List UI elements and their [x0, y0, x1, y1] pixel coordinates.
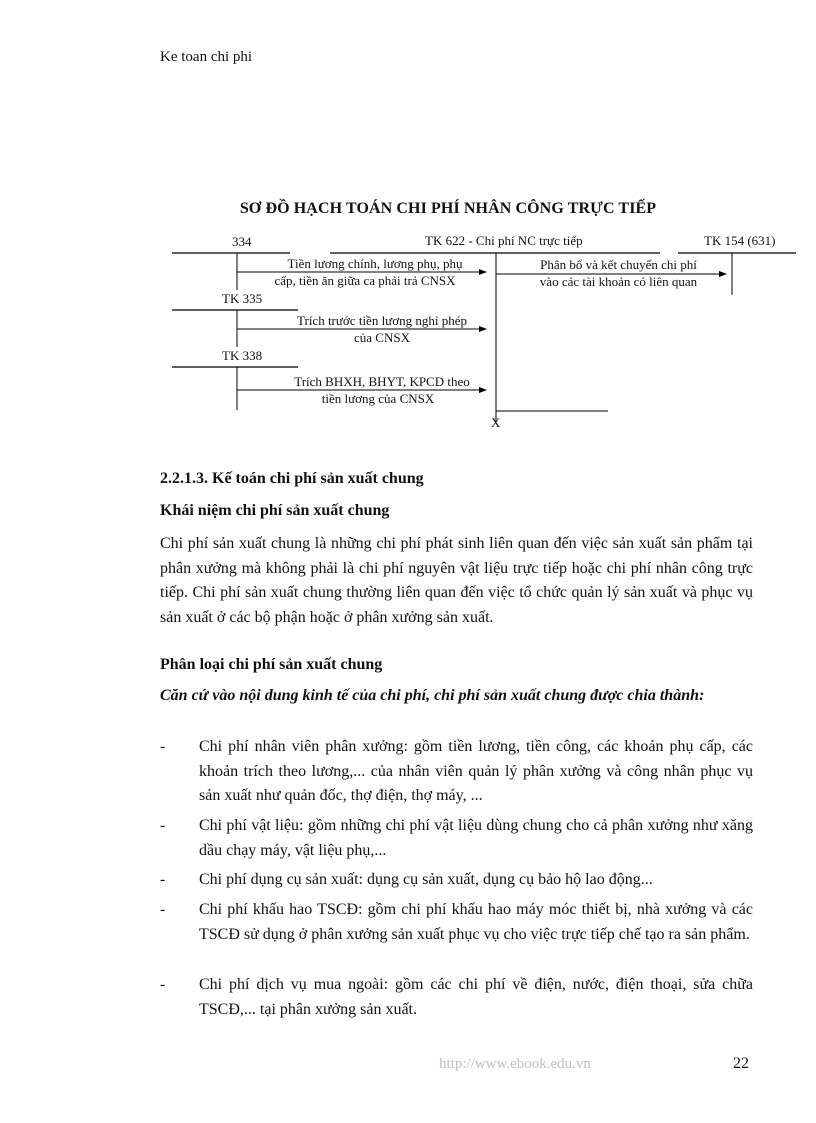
concept-paragraph: Chi phí sản xuất chung là những chi phí phát sinh liên quan đến việc sản xuất sản phẩm tại phân xưởng mà không phải là chi phí nguyên vật liệu trực tiếp hoặc chi phí nhân công trực tiếp. Chi phí sản xuất chung thường liên quan đến việc tổ chức quản lý sản xuất và phục vụ sản xuất ở các bộ phận hoặc ở phân xưởng sản xuất. — [160, 535, 753, 626]
bullet-dash-4: - — [160, 901, 166, 918]
x-mark: X — [491, 415, 501, 430]
tk622-label: TK 622 - Chi phí NC trực tiếp — [425, 233, 583, 248]
insurance-label-line2: tiền lương của CNSX — [321, 391, 435, 406]
page-number: 22 — [733, 1055, 749, 1072]
bullet-dash-3: - — [160, 871, 166, 888]
accrual-label-line2: của CNSX — [354, 330, 410, 345]
salary-label-line2: cấp, tiền ăn giữa ca phải trả CNSX — [274, 273, 456, 288]
running-header: Ke toan chi phi — [160, 49, 253, 65]
tk154-label: TK 154 (631) — [704, 233, 776, 248]
bullet-item-4: Chi phí khấu hao TSCĐ: gồm chi phí khấu hao máy móc thiết bị, nhà xưởng và các TSCĐ sử dụng ở phân xưởng sản xuất phục vụ cho việc trực tiếp chế tạo ra sản phẩm. — [199, 901, 753, 943]
bullet-dash-2: - — [160, 817, 166, 834]
concept-heading: Khái niệm chi phí sản xuất chung — [160, 502, 390, 519]
classification-heading: Phân loại chi phí sản xuất chung — [160, 656, 383, 673]
insurance-label-line1: Trích BHXH, BHYT, KPCD theo — [294, 374, 470, 389]
bullet-item-1: Chi phí nhân viên phân xưởng: gồm tiền lương, tiền công, các khoản phụ cấp, các khoản trích theo lương,... của nhân viên quản lý phân xưởng và công nhân phục vụ sản xuất như quản đốc, thợ điện, thợ máy, ... — [199, 738, 753, 804]
bullet-item-2: Chi phí vật liệu: gồm những chi phí vật liệu dùng chung cho cả phân xưởng như xăng dầu chạy máy, vật liệu phụ,... — [199, 817, 753, 859]
footer-url: http://www.ebook.edu.vn — [439, 1056, 591, 1072]
classification-intro: Căn cứ vào nội dung kinh tế của chi phí, chi phí sản xuất chung được chia thành: — [160, 687, 705, 704]
accrual-label-line1: Trích trước tiền lương nghỉ phép — [297, 313, 467, 328]
bullet-dash-1: - — [160, 738, 166, 755]
tk334-label: 334 — [232, 234, 252, 249]
bullet-item-3: Chi phí dụng cụ sản xuất: dụng cụ sản xuất, dụng cụ bảo hộ lao động... — [199, 871, 653, 888]
bullet-item-5: Chi phí dịch vụ mua ngoài: gồm các chi phí về điện, nước, điện thoại, sửa chữa TSCĐ,... tại phân xưởng sản xuất. — [199, 976, 753, 1018]
salary-label-line1: Tiền lương chính, lương phụ, phụ — [287, 256, 463, 271]
bullet-dash-5: - — [160, 976, 166, 993]
tk335-label: TK 335 — [222, 291, 263, 306]
tk338-label: TK 338 — [222, 348, 263, 363]
allocation-label-line1: Phân bổ và kết chuyển chi phí — [540, 257, 697, 272]
allocation-label-line2: vào các tài khoản có liên quan — [539, 274, 698, 289]
section-heading: 2.2.1.3. Kế toán chi phí sản xuất chung — [160, 470, 424, 487]
diagram-title: SƠ ĐỒ HẠCH TOÁN CHI PHÍ NHÂN CÔNG TRỰC TIẾP — [239, 200, 657, 217]
